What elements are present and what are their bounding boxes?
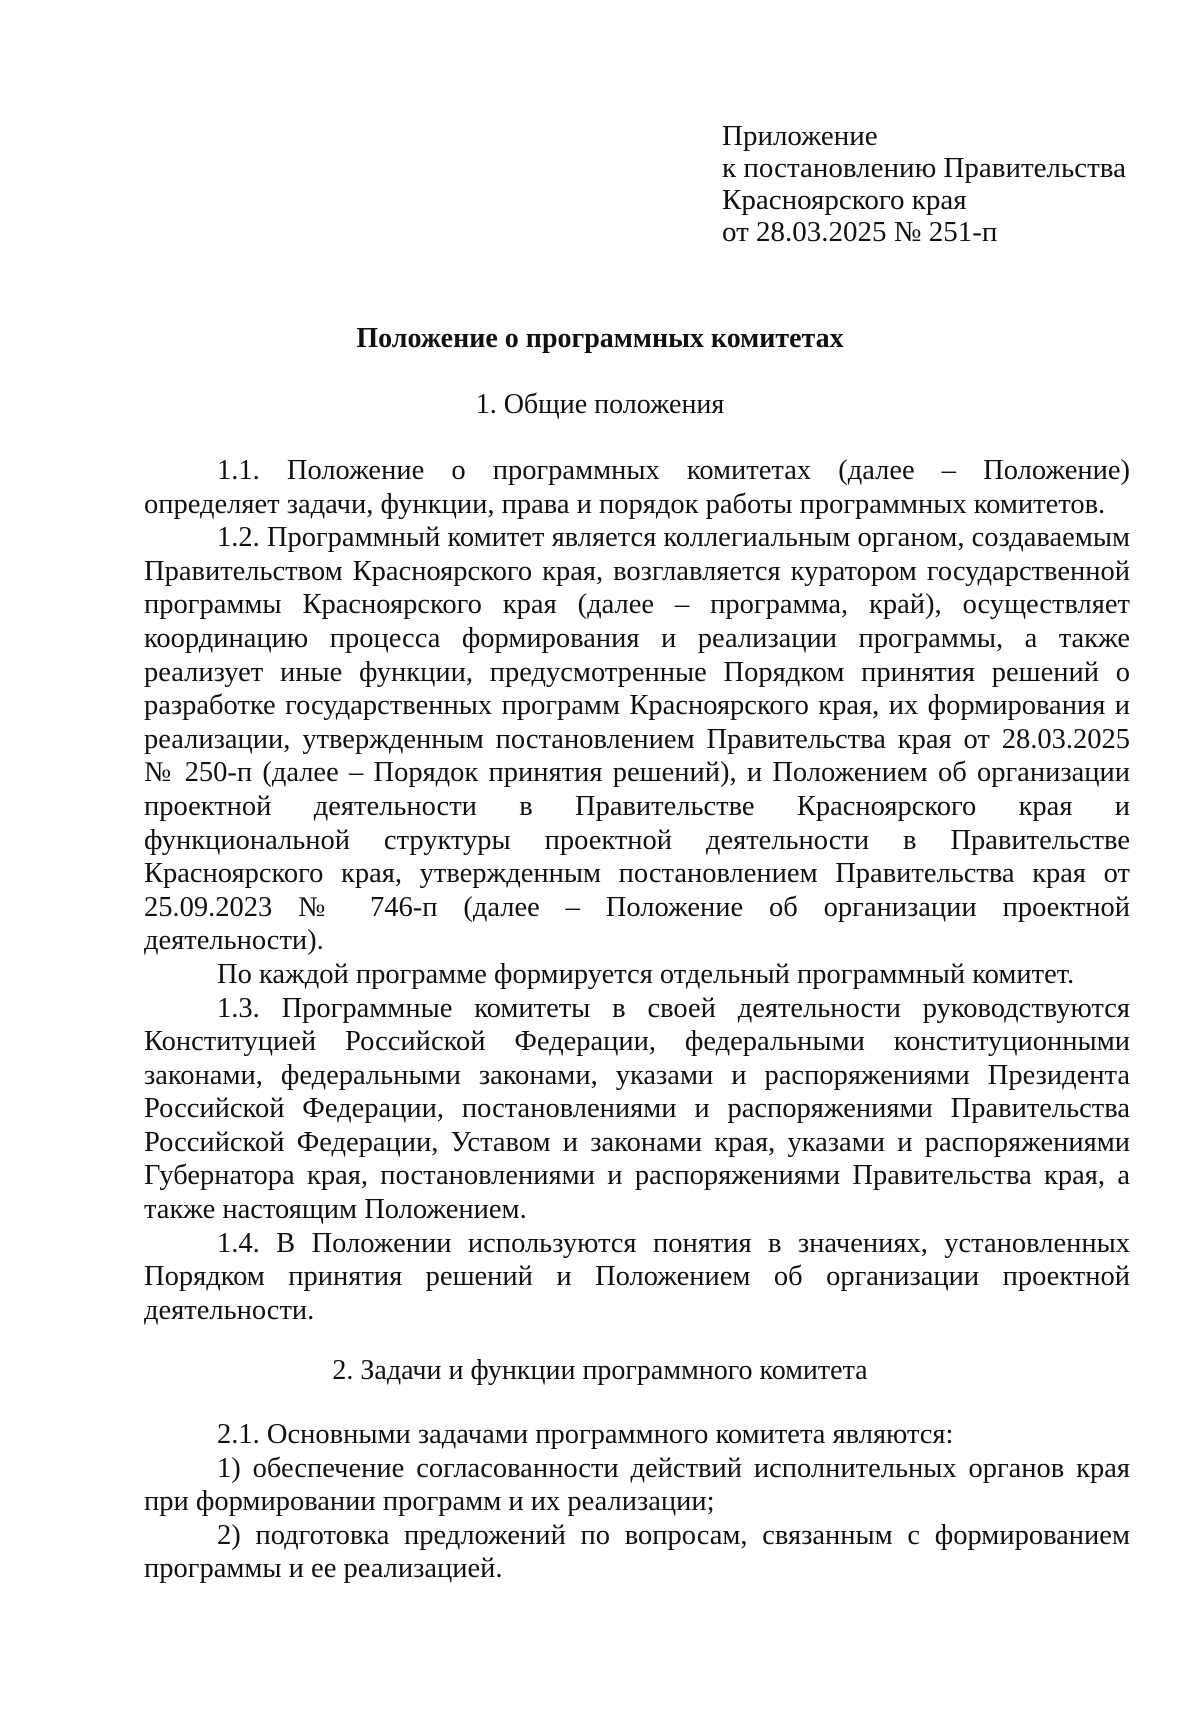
- paragraph: 1.2. Программный комитет является коллегиальным органом, создаваемым Правительством Красноярского края, возглавляется куратором государственной программы Красноярского края (далее – программа, край), осуществляет координацию процесса формирования и реализации программы, а также реализует иные функции, предусмотренные Порядком принятия решений о разработке государственных программ Красноярского края, их формирования и реализации, утвержденным постановлением Правительства края от 28.03.2025 № 250-п (далее – Порядок принятия решений), и Положением об организации проектной деятельности в Правительстве Красноярского края и функциональной структуры проектной деятельности в Правительстве Красноярского края, утвержденным постановлением Правительства края от 25.09.2023 № 746-п (далее – Положение об организации проектной деятельности).: [144, 522, 1130, 957]
- section-heading: 1. Общие положения: [475, 389, 725, 420]
- paragraph: 1.3. Программные комитеты в своей деятельности руководствуются Конституцией Российской Федерации, федеральными конституционными законами, федеральными законами, указами и распоряжениями Президента Российской Федерации, постановлениями и распоряжениями Правительства Российской Федерации, Уставом и законами края, указами и распоряжениями Губернатора края, постановлениями и распоряжениями Правительства края, а также настоящим Положением.: [144, 992, 1130, 1226]
- annex-line: к постановлению Правительства: [722, 152, 1126, 184]
- section-1-body: [144, 454, 1130, 1327]
- section-heading: 2. Задачи и функции программного комитета: [332, 1355, 868, 1386]
- paragraph: 2.1. Основными задачами программного комитета являются:: [217, 1419, 954, 1450]
- document-title: Положение о программных комитетах: [356, 323, 844, 354]
- paragraph: 1.4. В Положении используются понятия в значениях, установленных Порядком принятия решений и Положением об организации проектной деятельности.: [144, 1227, 1130, 1326]
- annex-block: [722, 120, 1126, 248]
- section-2-body: [144, 1418, 1130, 1586]
- paragraph: 1.1. Положение о программных комитетах (далее – Положение) определяет задачи, функции, права и порядок работы программных комитетов.: [144, 455, 1130, 520]
- paragraph: По каждой программе формируется отдельный программный комитет.: [217, 958, 1075, 990]
- annex-line: Красноярского края: [722, 184, 967, 216]
- annex-line: Приложение: [722, 120, 878, 152]
- list-item: 1) обеспечение согласованности действий исполнительных органов края при формировании программ и их реализации;: [144, 1452, 1130, 1518]
- list-item: 2) подготовка предложений по вопросам, связанным с формированием программы и ее реализацией.: [144, 1519, 1130, 1585]
- annex-date-number: от 28.03.2025 № 251-п: [722, 216, 998, 248]
